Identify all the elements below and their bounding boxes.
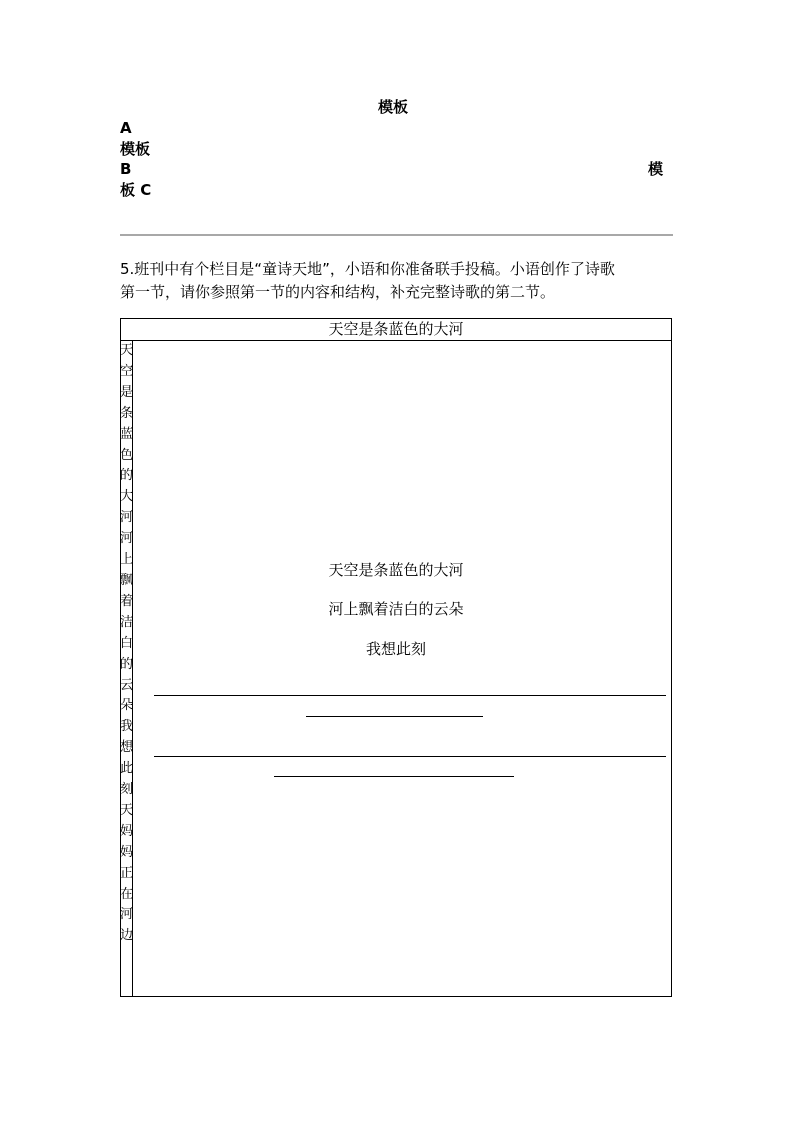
answer-blank-4[interactable] xyxy=(274,776,514,777)
template-line-b: B xyxy=(120,160,132,178)
template-line-a: A xyxy=(120,119,132,137)
poem-line-3: 我想此刻 xyxy=(365,640,426,658)
poem-line-1: 天空是条蓝色的大河 xyxy=(328,561,464,579)
poem-table-side-column xyxy=(120,341,147,996)
poem-line-2: 河上飘着洁白的云朵 xyxy=(328,600,464,618)
answer-blank-3[interactable] xyxy=(154,756,666,757)
side-column-text: 天空是条蓝色的大河 河上飘着洁白的云朵 我想此刻 天妈妈正在河边 xyxy=(120,343,147,944)
answer-blank-1[interactable] xyxy=(154,695,666,696)
template-title: 模板 xyxy=(378,98,409,116)
question-line-1: 5.班刊中有个栏目是“童诗天地”，小语和你准备联手投稿。小语创作了诗歌 xyxy=(120,260,615,278)
answer-blank-2[interactable] xyxy=(306,716,483,717)
template-line-2: 模板 xyxy=(120,140,151,158)
poem-table-title: 天空是条蓝色的大河 xyxy=(121,319,671,341)
poem-table xyxy=(120,318,672,997)
section-divider xyxy=(120,234,673,236)
question-line-2: 第一节，请你参照第一节的内容和结构，补充完整诗歌的第二节。 xyxy=(120,283,556,301)
template-line-c: 板 C xyxy=(120,181,152,199)
template-line-b-right: 模 xyxy=(648,160,664,178)
